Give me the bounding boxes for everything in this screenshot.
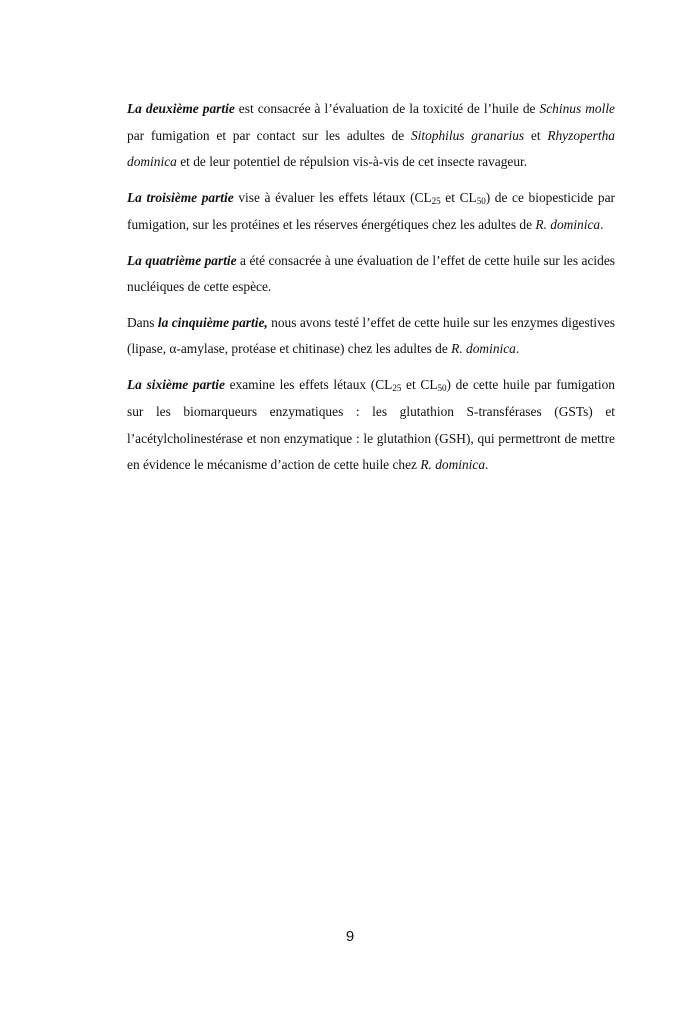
paragraph-deuxieme-partie: [127, 96, 615, 176]
body-text: et CL: [440, 189, 477, 205]
species-name: R. dominica: [451, 341, 516, 356]
body-text: a été consacrée à une évaluation de l’effet de cette huile sur les acides nucléiques de cette espèce.: [127, 252, 615, 294]
body-text: et CL: [401, 376, 438, 392]
paragraph-cinquieme-partie: [127, 310, 615, 363]
species-name: Schinus molle: [539, 101, 615, 116]
body-text: et de leur potentiel de répulsion vis-à-vis de cet insecte ravageur.: [176, 154, 528, 169]
section-lead: la cinquième partie,: [157, 314, 268, 330]
body-text: par fumigation et par contact sur les adultes de: [127, 127, 411, 143]
body-text: ) de cette huile par fumigation sur les biomarqueurs enzymatiques : les glutathion S-transférases (GSTs) et l’acétylcholinestérase et non enzymatique : le glutathion (GSH), qui permettront de mettre en évidence le mécanisme d’action de cette huile chez: [127, 376, 615, 472]
section-lead: La troisième partie: [127, 189, 234, 205]
subscript: 25: [392, 382, 402, 393]
paragraph-troisieme-partie: [127, 185, 615, 239]
species-name: R. dominica: [420, 457, 486, 472]
section-lead: La sixième partie: [127, 376, 225, 392]
subscript: 50: [476, 195, 486, 206]
page-number: 9: [345, 928, 355, 945]
body-text: .: [485, 457, 489, 472]
paragraph-quatrieme-partie: [127, 248, 615, 301]
species-name: Sitophilus granarius: [410, 127, 525, 143]
species-name: R. dominica: [535, 217, 601, 232]
species-name: Rhyzopertha dominica: [127, 127, 615, 169]
body-text: ) de ce biopesticide par fumigation, sur les protéines et les réserves énergétiques chez les adultes de: [127, 189, 615, 232]
section-lead: La deuxième partie: [127, 101, 235, 116]
body-text: est consacrée à l’évaluation de la toxicité de l’huile de: [234, 101, 540, 116]
paragraph-sixieme-partie: [127, 372, 615, 479]
body-text: nous avons testé l’effet de cette huile sur les enzymes digestives (lipase, α-amylase, protéase et chitinase) chez les adultes de: [127, 314, 615, 356]
subscript: 50: [437, 382, 447, 393]
document-body: [127, 96, 615, 488]
subscript: 25: [431, 195, 441, 206]
body-text: Dans: [127, 314, 158, 330]
body-text: vise à évaluer les effets létaux (CL: [233, 189, 432, 205]
body-text: examine les effets létaux (CL: [224, 376, 393, 392]
body-text: .: [600, 217, 604, 232]
section-lead: La quatrième partie: [127, 252, 237, 268]
body-text: .: [515, 341, 520, 356]
body-text: et: [524, 127, 548, 143]
